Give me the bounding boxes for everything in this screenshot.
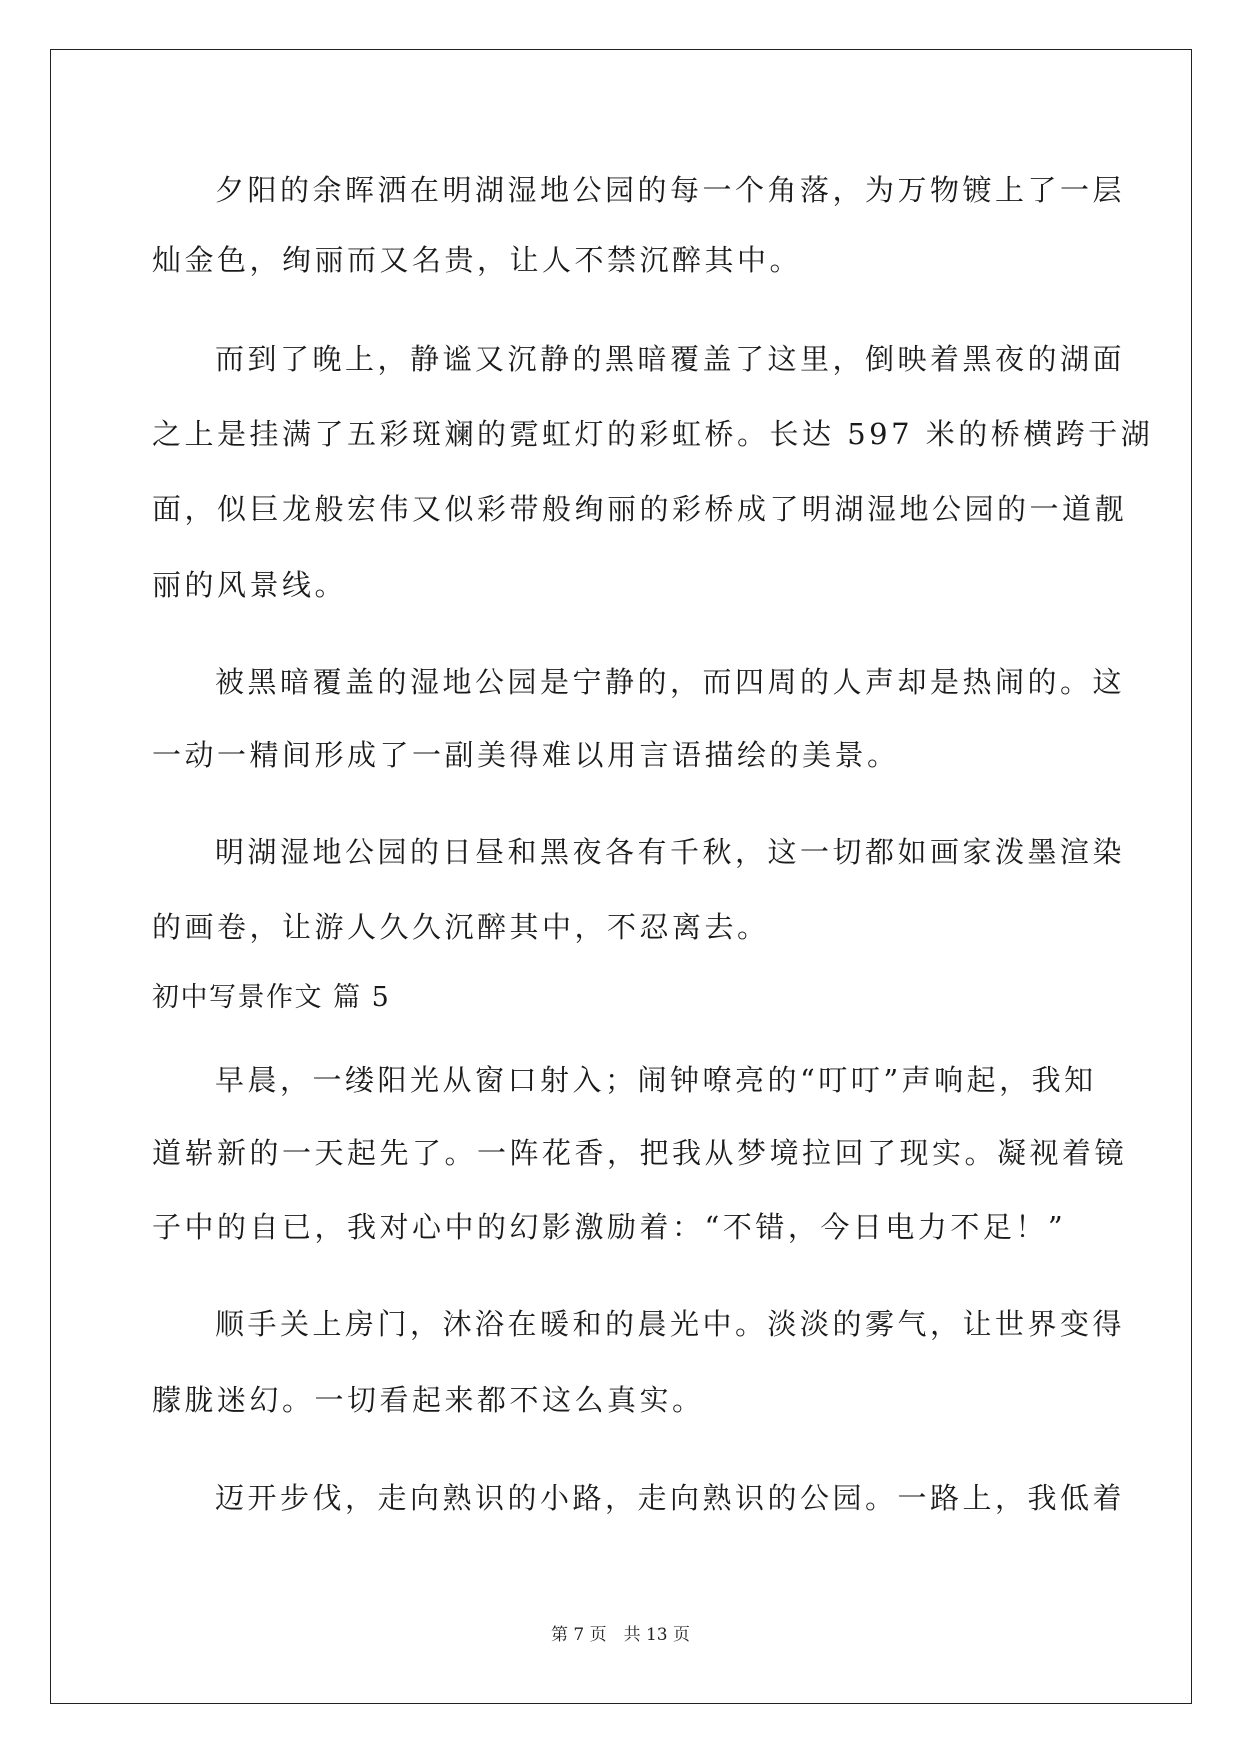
text-line: 被黑暗覆盖的湿地公园是宁静的，而四周的人声却是热闹的。这	[215, 665, 1126, 699]
text-line: 顺手关上房门，沐浴在暖和的晨光中。淡淡的雾气，让世界变得	[215, 1307, 1126, 1341]
text-line: 子中的自已，我对心中的幻影激励着：“不错，今日电力不足！”	[152, 1210, 1067, 1244]
text-line: 丽的风景线。	[152, 568, 348, 602]
text-line: 朦胧迷幻。一切看起来都不这么真实。	[152, 1383, 705, 1417]
text-line: 的画卷，让游人久久沉醉其中，不忍离去。	[152, 910, 770, 944]
text-line: 迈开步伐，走向熟识的小路，走向熟识的公园。一路上，我低着	[215, 1481, 1126, 1515]
section-heading: 初中写景作文 篇 5	[152, 982, 391, 1013]
text-line: 夕阳的余晖洒在明湖湿地公园的每一个角落，为万物镀上了一层	[215, 173, 1126, 207]
text-line: 之上是挂满了五彩斑斓的霓虹灯的彩虹桥。长达 597 米的桥横跨于湖	[152, 417, 1154, 451]
text-line: 明湖湿地公园的日昼和黑夜各有千秋，这一切都如画家泼墨渲染	[215, 835, 1126, 869]
text-line: 而到了晚上，静谧又沉静的黑暗覆盖了这里，倒映着黑夜的湖面	[215, 342, 1126, 376]
text-line: 道崭新的一天起先了。一阵花香，把我从梦境拉回了现实。凝视着镜	[152, 1136, 1128, 1170]
text-line: 早晨，一缕阳光从窗口射入；闹钟嘹亮的“叮叮”声响起，我知	[215, 1063, 1097, 1097]
text-line: 一动一精间形成了一副美得难以用言语描绘的美景。	[152, 738, 900, 772]
text-line: 面，似巨龙般宏伟又似彩带般绚丽的彩桥成了明湖湿地公园的一道靓	[152, 492, 1128, 526]
page-border	[50, 49, 1192, 1704]
text-line: 灿金色，绚丽而又名贵，让人不禁沉醉其中。	[152, 243, 803, 277]
page-number-footer: 第 7 页 共 13 页	[550, 1625, 691, 1645]
